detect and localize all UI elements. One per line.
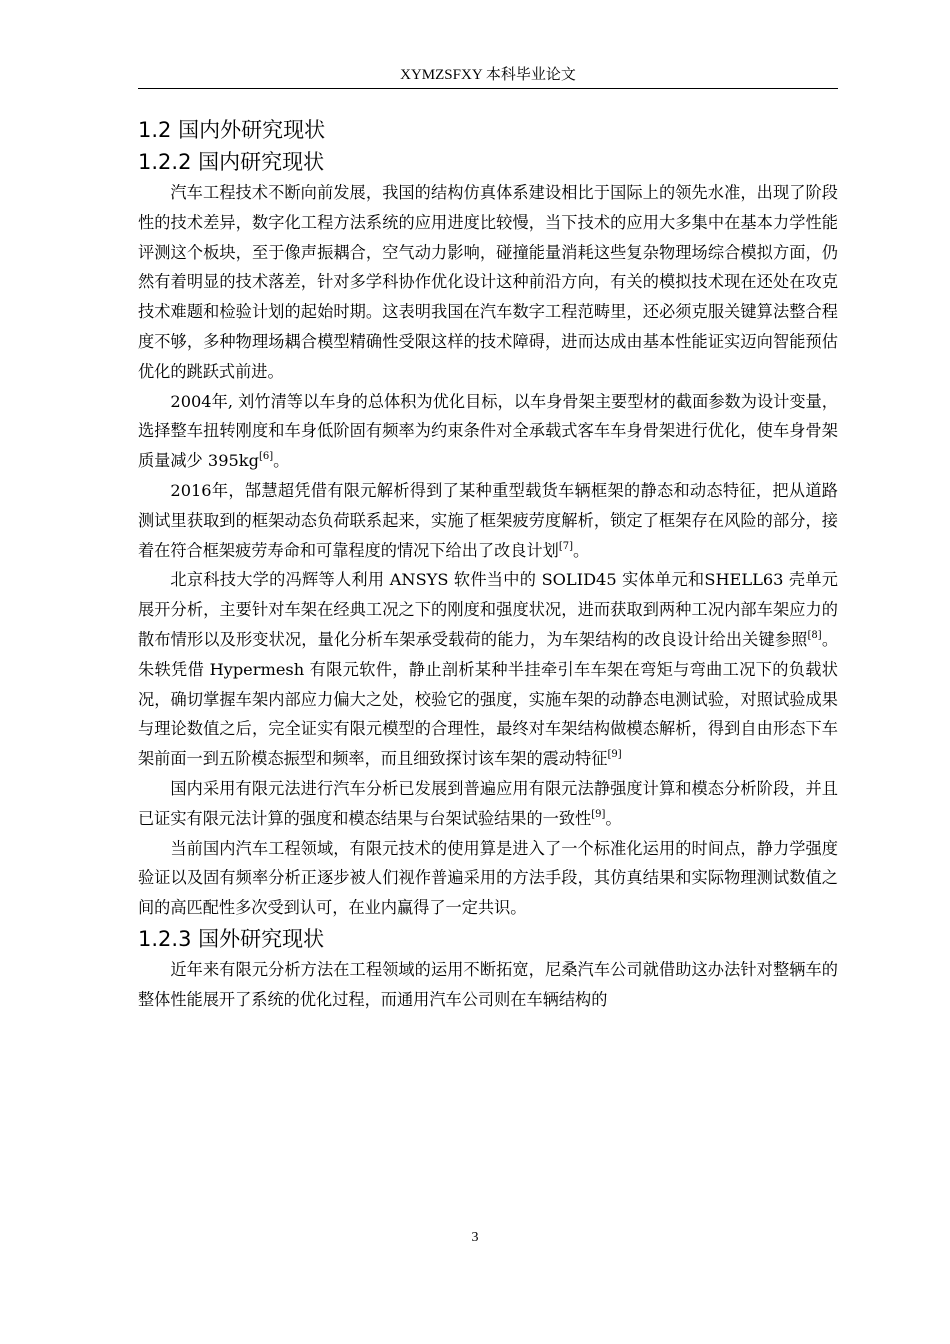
- paragraph-text: 近年来有限元分析方法在工程领域的运用不断拓宽，尼桑汽车公司就借助这办法针对整辆车的整体性能展开了系统的优化过程，而通用汽车公司则在车辆结构的: [138, 959, 838, 1009]
- section-heading-1-2-3: 1.2.3 国外研究现状: [138, 926, 325, 951]
- section-heading-1-2: 1.2 国内外研究现状: [138, 118, 326, 142]
- citation-ref: [7]: [558, 540, 574, 552]
- running-header: XYMZSFXY 本科毕业论文: [400, 67, 576, 83]
- section-heading-1-2-2: 1.2.2 国内研究现状: [138, 150, 325, 174]
- paragraph-gao-2016: [138, 476, 838, 565]
- paragraph-text: 2016年，郜慧超凭借有限元解析得到了某种重型载货车辆框架的静态和动态特征，把从道路测试里获取到的框架动态负荷联系起来，实施了框架疲劳度解析，锁定了框架存在风险的部分，接着在符合框架疲劳寿命和可靠程度的情况下给出了改良计划: [138, 480, 838, 560]
- paragraph-text: 。朱轶凭借 Hypermesh 有限元软件，静止剖析某种半挂牵引车车架在弯矩与弯曲工况下的负载状况，确切掌握车架内部应力偏大之处，校验它的强度，实施车架的动静态电测试验，对照试验成果与理论数值之后，完全证实有限元模型的合理性，最终对车架结构做模态解析，得到自由形态下车架前面一到五阶模态振型和频率，而且细致探讨该车架的震动特征: [138, 629, 839, 769]
- paragraph-text: 2004年, 刘竹清等以车身的总体积为优化目标，以车身骨架主要型材的截面参数为设计变量，选择整车扭转刚度和车身低阶固有频率为约束条件对全承载式客车车身骨架进行优化，使车身骨架质量减少 395kg: [138, 391, 838, 471]
- paragraph-feng-zhu: [138, 565, 838, 774]
- paragraph-domestic-overview: [138, 178, 838, 387]
- paragraph-foreign-overview: [138, 955, 838, 1015]
- paragraph-end: 。: [273, 451, 290, 471]
- paragraph-liu-2004: [138, 387, 838, 476]
- citation-ref: [9]: [607, 749, 622, 761]
- paragraph-fea-stage: [138, 774, 838, 834]
- citation-ref: [9]: [591, 808, 606, 820]
- paragraph-text: 国内采用有限元法进行汽车分析已发展到普遍应用有限元法静强度计算和模态分析阶段，并且已证实有限元法计算的强度和模态结果与台架试验结果的一致性: [138, 778, 838, 828]
- paragraph-text: 当前国内汽车工程领域，有限元技术的使用算是进入了一个标准化运用的时间点，静力学强度验证以及固有频率分析正逐步被人们视作普遍采用的方法手段，其仿真结果和实际物理测试数值之间的高匹配性多次受到认可，在业内赢得了一定共识。: [138, 838, 838, 918]
- paragraph-end: 。: [605, 808, 622, 828]
- page-number: 3: [471, 1230, 479, 1245]
- citation-ref: [6]: [258, 451, 274, 463]
- paragraph-current-status: [138, 834, 838, 923]
- header-rule: [138, 88, 838, 89]
- paragraph-text: 汽车工程技术不断向前发展，我国的结构仿真体系建设相比于国际上的领先水准，出现了阶段性的技术差异，数字化工程方法系统的应用进度比较慢，当下技术的应用大多集中在基本力学性能评测这个板块，至于像声振耦合，空气动力影响，碰撞能量消耗这些复杂物理场综合模拟方面，仍然有着明显的技术落差，针对多学科协作优化设计这种前沿方向，有关的模拟技术现在还处在攻克技术难题和检验计划的起始时期。这表明我国在汽车数字工程范畴里，还必须克服关键算法整合程度不够，多种物理场耦合模型精确性受限这样的技术障碍，进而达成由基本性能证实迈向智能预估优化的跳跃式前进。: [138, 183, 838, 381]
- page-content: [138, 114, 838, 1015]
- paragraph-end: 。: [573, 540, 590, 560]
- paragraph-text: 北京科技大学的冯辉等人利用 ANSYS 软件当中的 SOLID45 实体单元和SHELL63 壳单元展开分析，主要针对车架在经典工况之下的刚度和强度状况，进而获取到两种工况内部车架应力的散布情形以及形变状况，量化分析车架承受载荷的能力，为车架结构的改良设计给出关键参照: [138, 570, 838, 649]
- citation-ref: [8]: [807, 629, 822, 641]
